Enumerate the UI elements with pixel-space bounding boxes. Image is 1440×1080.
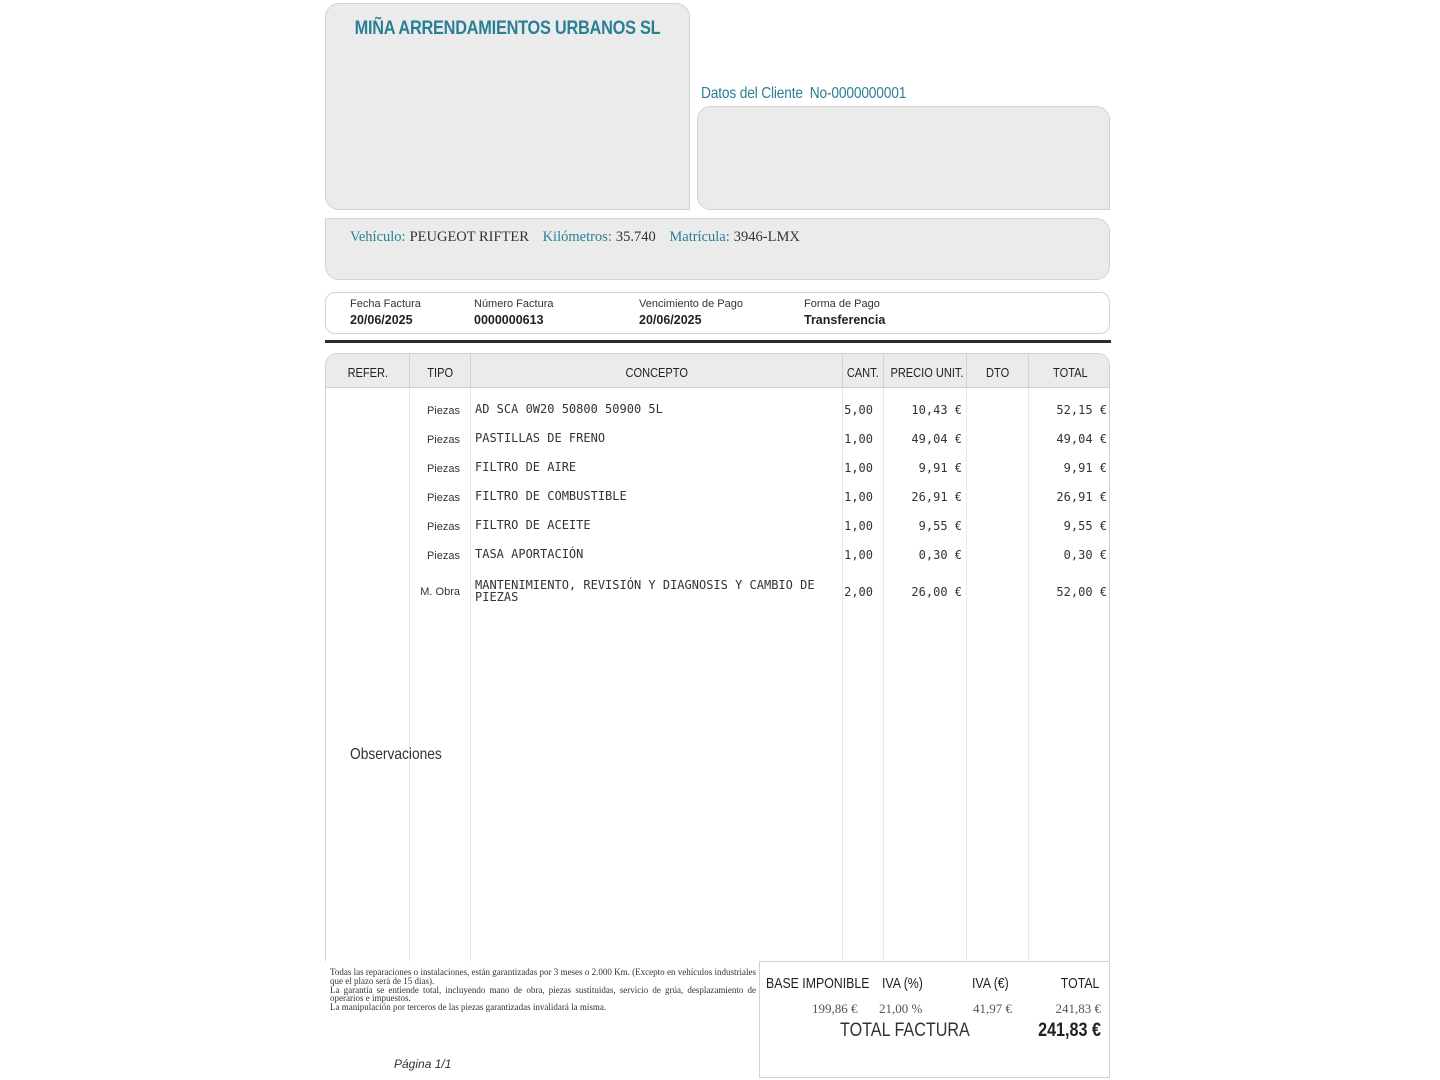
row-total: 9,55 € xyxy=(1063,519,1107,533)
invoice-number-label: Número Factura xyxy=(474,298,554,310)
row-concepto: MANTENIMIENTO, REVISIÓN Y DIAGNOSIS Y CAMBIO DE PIEZAS xyxy=(475,578,815,604)
vehicle-label: Vehículo: xyxy=(350,229,406,245)
legal-line: La garantía se entiende total, incluyendo mano de obra, piezas sustituidas, servicio de grúa, desplazamiento de operarios e impuestos. xyxy=(330,984,756,1004)
observations-title: Observaciones xyxy=(350,746,442,763)
payment-due xyxy=(639,298,743,327)
col-header-tipo: TIPO xyxy=(410,354,471,388)
company-box xyxy=(325,3,690,210)
legal-line: Todas las reparaciones o instalaciones, están garantizadas por 3 meses o 2.000 Km. (Excepto en vehículos industriales que el plazo será de 15 días). xyxy=(330,967,756,986)
col-header-dto: DTO xyxy=(967,354,1029,388)
totals-box xyxy=(759,961,1110,1078)
row-tipo: Piezas xyxy=(426,521,460,533)
invoice-total-value: 241,83 € xyxy=(1038,1020,1101,1041)
iva-pct-label: IVA (%) xyxy=(882,976,923,992)
row-total: 0,30 € xyxy=(1063,548,1107,562)
row-concepto: FILTRO DE COMBUSTIBLE xyxy=(475,489,627,503)
base-label: BASE IMPONIBLE xyxy=(766,976,870,992)
row-total: 49,04 € xyxy=(1056,432,1107,446)
invoice-date-value: 20/06/2025 xyxy=(350,313,413,327)
plate-value: 3946-LMX xyxy=(733,229,800,245)
invoice-date-label: Fecha Factura xyxy=(350,298,421,310)
page-number: Página 1/1 xyxy=(394,1057,452,1071)
client-heading-label: Datos del Cliente xyxy=(701,85,803,102)
payment-method-value: Transferencia xyxy=(804,313,886,327)
client-heading xyxy=(701,85,906,103)
table-header xyxy=(326,354,1109,388)
vehicle-box xyxy=(325,218,1110,280)
row-tipo: Piezas xyxy=(426,434,460,446)
invoice-date xyxy=(350,298,421,327)
km-label: Kilómetros: xyxy=(542,229,612,245)
row-concepto: AD SCA 0W20 50800 50900 5L xyxy=(475,402,663,416)
col-header-ref: REFER. xyxy=(326,354,410,388)
col-header-precio: PRECIO UNIT. xyxy=(884,354,967,388)
row-tipo: Piezas xyxy=(426,550,460,562)
invoice-total-label: TOTAL FACTURA xyxy=(840,1020,970,1041)
row-concepto: PASTILLAS DE FRENO xyxy=(475,431,606,445)
line-items-table xyxy=(325,353,1110,961)
table-row xyxy=(326,579,1109,605)
total-label: TOTAL xyxy=(1060,976,1099,992)
row-total: 52,15 € xyxy=(1056,403,1107,417)
row-total: 26,91 € xyxy=(1056,490,1107,504)
row-precio: 26,91 € xyxy=(911,490,962,504)
row-concepto: FILTRO DE ACEITE xyxy=(475,518,591,532)
row-total: 9,91 € xyxy=(1063,461,1107,475)
row-concepto: FILTRO DE AIRE xyxy=(475,460,577,474)
row-precio: 49,04 € xyxy=(911,432,962,446)
row-tipo: Piezas xyxy=(426,492,460,504)
row-precio: 9,55 € xyxy=(918,519,962,533)
row-tipo: M. Obra xyxy=(420,586,460,598)
iva-eur-label: IVA (€) xyxy=(972,976,1009,992)
row-precio: 26,00 € xyxy=(911,585,962,599)
row-cant: 1,00 xyxy=(844,548,873,562)
payment-method-label: Forma de Pago xyxy=(804,298,880,310)
km-value: 35.740 xyxy=(615,229,656,245)
row-cant: 1,00 xyxy=(844,490,873,504)
client-box xyxy=(697,106,1110,210)
vehicle-value: PEUGEOT RIFTER xyxy=(409,229,529,245)
iva-pct-value: 21,00 % xyxy=(879,1001,923,1016)
client-number: No-0000000001 xyxy=(809,85,907,102)
row-cant: 2,00 xyxy=(844,585,873,599)
payment-due-label: Vencimiento de Pago xyxy=(639,298,743,310)
payment-method xyxy=(804,298,885,327)
row-cant: 1,00 xyxy=(844,432,873,446)
payment-due-value: 20/06/2025 xyxy=(639,313,702,327)
company-name: MIÑA ARRENDAMIENTOS URBANOS SL xyxy=(354,18,661,39)
column-divider xyxy=(470,388,471,961)
legal-notice xyxy=(330,968,756,1012)
iva-eur-value: 41,97 € xyxy=(973,1001,1012,1016)
base-value: 199,86 € xyxy=(812,1001,858,1016)
plate-label: Matrícula: xyxy=(669,229,730,245)
invoice-number-value: 0000000613 xyxy=(474,313,544,327)
col-header-total: TOTAL xyxy=(1052,365,1088,380)
row-precio: 10,43 € xyxy=(911,403,962,417)
divider-line xyxy=(325,340,1111,343)
row-cant: 1,00 xyxy=(844,461,873,475)
row-tipo: Piezas xyxy=(426,405,460,417)
row-precio: 0,30 € xyxy=(918,548,962,562)
row-cant: 1,00 xyxy=(844,519,873,533)
row-tipo: Piezas xyxy=(426,463,460,475)
vehicle-row xyxy=(350,229,810,246)
total-value: 241,83 € xyxy=(1055,1001,1101,1016)
row-total: 52,00 € xyxy=(1056,585,1107,599)
row-cant: 5,00 xyxy=(844,403,873,417)
invoice-number xyxy=(474,298,553,327)
legal-line: La manipulación por terceros de las piezas garantizadas invalidará la misma. xyxy=(330,1002,607,1013)
row-concepto: TASA APORTACIÓN xyxy=(475,547,584,561)
row-precio: 9,91 € xyxy=(918,461,962,475)
col-header-cant: CANT. xyxy=(843,354,884,388)
invoice-info-box xyxy=(325,292,1110,334)
column-divider xyxy=(966,388,967,961)
col-header-concepto: CONCEPTO xyxy=(471,354,843,388)
